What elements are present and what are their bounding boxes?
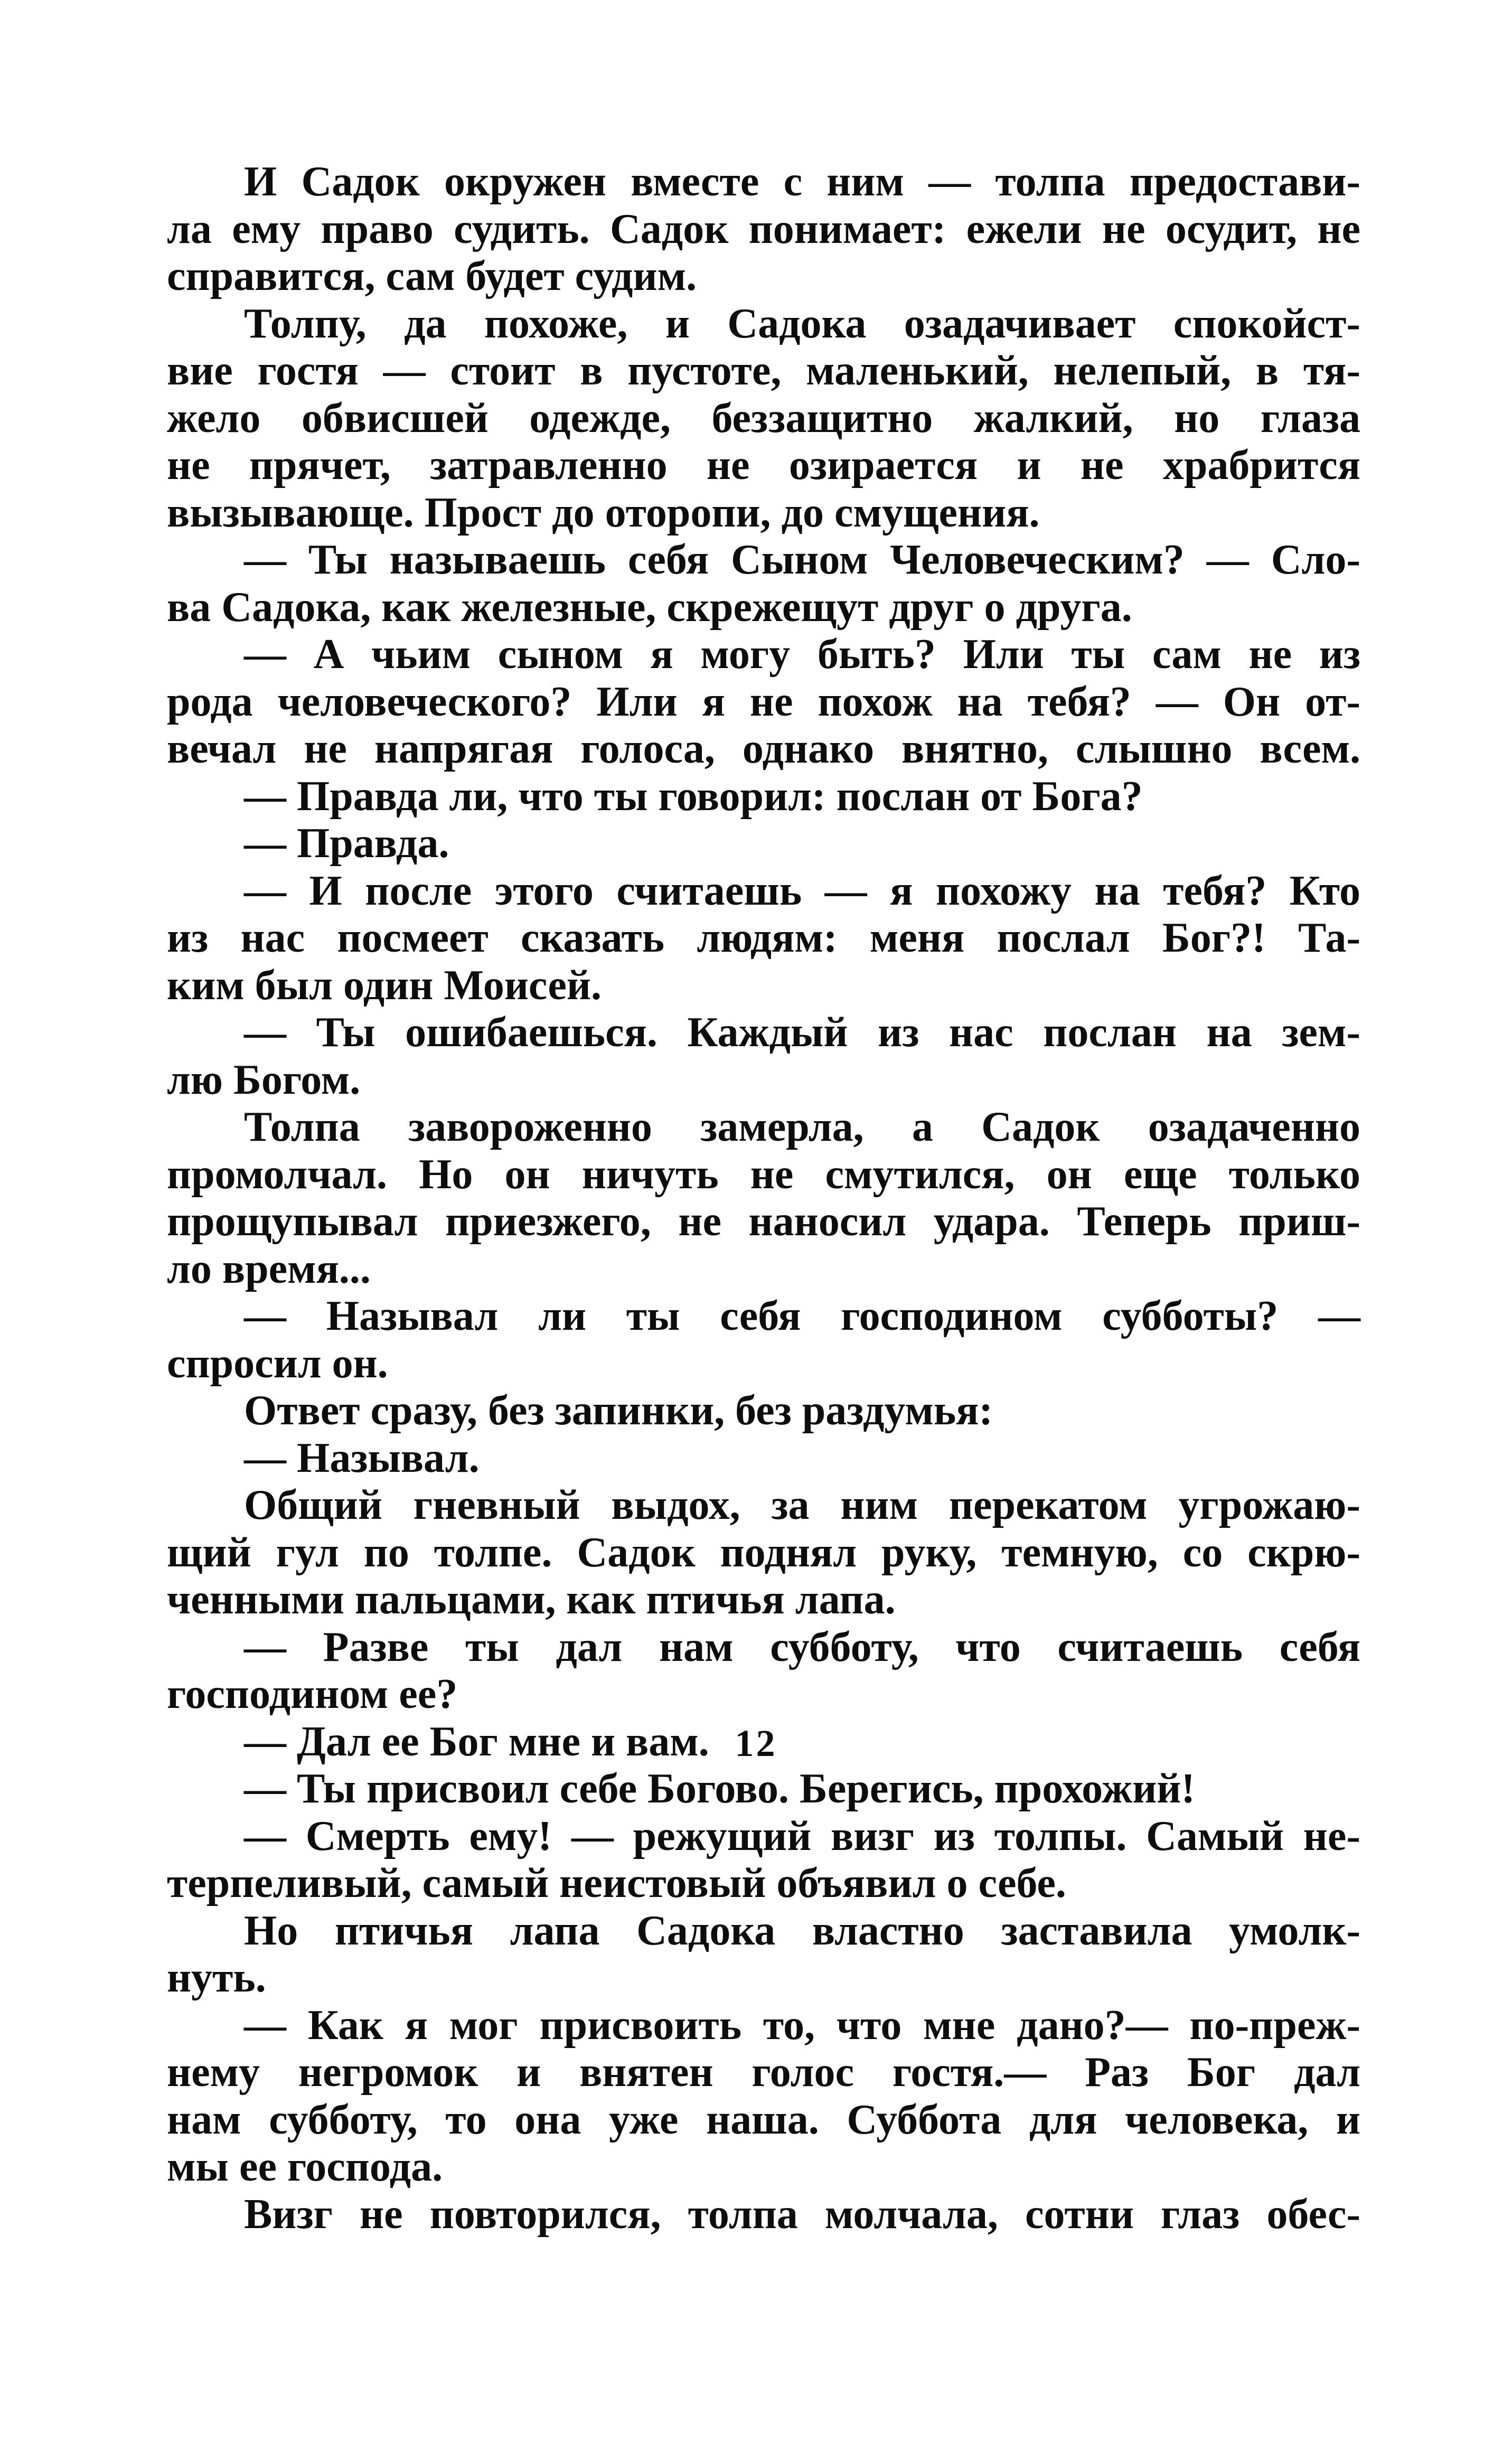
text-line: Общий гневный выдох, за ним перекатом угрожаю- <box>244 1482 1360 1528</box>
text-line: прощупывал приезжего, не наносил удара. Теперь приш- <box>167 1198 1360 1245</box>
page-number: 12 <box>735 1722 777 1764</box>
text-line: ла ему право судить. Садок понимает: ежели не осудит, не <box>167 205 1360 252</box>
text-line: — Разве ты дал нам субботу, что считаешь себя <box>244 1623 1360 1670</box>
text-line: вечал не напрягая голоса, однако внятно, слышно всем. <box>167 726 1360 772</box>
text-line: терпеливый, самый неистовый объявил о себе. <box>167 1860 1066 1906</box>
text-line: Визг не повторился, толпа молчала, сотни глаз обес- <box>244 2191 1360 2238</box>
text-line: ва Садока, как железные, скрежещут друг о друга. <box>167 584 1132 631</box>
text-line: Толпу, да похоже, и Садока озадачивает спокойст- <box>244 300 1360 347</box>
text-line: лю Богом. <box>167 1056 361 1103</box>
text-line: И Садок окружен вместе с ним — толпа предостави- <box>244 158 1360 205</box>
text-line: ло время... <box>167 1245 371 1292</box>
text-line: — Ты называешь себя Сыном Человеческим? — Сло- <box>244 537 1360 583</box>
text-line: вызывающе. Прост до оторопи, до смущения. <box>167 489 1040 536</box>
text-line: — Смерть ему! — режущий визг из толпы. Самый не- <box>244 1812 1360 1859</box>
text-line: господином ее? <box>167 1671 458 1717</box>
text-line: Ответ сразу, без запинки, без раздумья: <box>244 1387 993 1434</box>
text-line: ким был один Моисей. <box>167 962 602 1009</box>
text-line: — Правда. <box>244 820 449 867</box>
text-line: — Называл. <box>244 1434 480 1481</box>
text-line: мы ее господа. <box>167 2144 443 2190</box>
text-line: вие гостя — стоит в пустоте, маленький, нелепый, в тя- <box>167 347 1360 394</box>
text-line: — Как я мог присвоить то, что мне дано?— по-преж- <box>244 2002 1360 2049</box>
text-line: нему негромок и внятен голос гостя.— Раз Бог дал <box>167 2049 1360 2096</box>
text-line: жело обвисшей одежде, беззащитно жалкий, но глаза <box>167 394 1360 442</box>
text-line: рода человеческого? Или я не похож на тебя? — Он от- <box>167 678 1360 725</box>
text-line: нам субботу, то она уже наша. Суббота для человека, и <box>167 2096 1360 2143</box>
text-line: — Называл ли ты себя господином субботы? — <box>244 1293 1360 1339</box>
text-line: нуть. <box>167 1955 266 2001</box>
body-text <box>167 158 1360 2238</box>
text-line: спросил он. <box>167 1340 388 1387</box>
text-line: промолчал. Но он ничуть не смутился, он еще только <box>167 1151 1360 1198</box>
text-line: Толпа завороженно замерла, а Садок озадаченно <box>244 1104 1360 1150</box>
text-line: — А чьим сыном я могу быть? Или ты сам не из <box>244 631 1360 678</box>
text-line: из нас посмеет сказать людям: меня послал Бог?! Та- <box>167 915 1360 961</box>
text-line: — Правда ли, что ты говорил: послан от Бога? <box>244 773 1143 820</box>
text-line: — Дал ее Бог мне и вам. <box>244 1718 709 1765</box>
text-line: Но птичья лапа Садока властно заставила умолк- <box>244 1907 1360 1954</box>
text-line: — И после этого считаешь — я похожу на тебя? Кто <box>244 867 1360 914</box>
text-line: не прячет, затравленно не озирается и не храбрится <box>167 442 1360 489</box>
text-line: — Ты присвоил себе Богово. Берегись, прохожий! <box>244 1765 1196 1812</box>
text-line: щий гул по толпе. Садок поднял руку, темную, со скрю- <box>167 1529 1360 1576</box>
text-line: ченными пальцами, как птичья лапа. <box>167 1576 896 1623</box>
text-line: — Ты ошибаешься. Каждый из нас послан на зем- <box>244 1009 1360 1056</box>
text-line: справится, сам будет судим. <box>167 253 697 299</box>
